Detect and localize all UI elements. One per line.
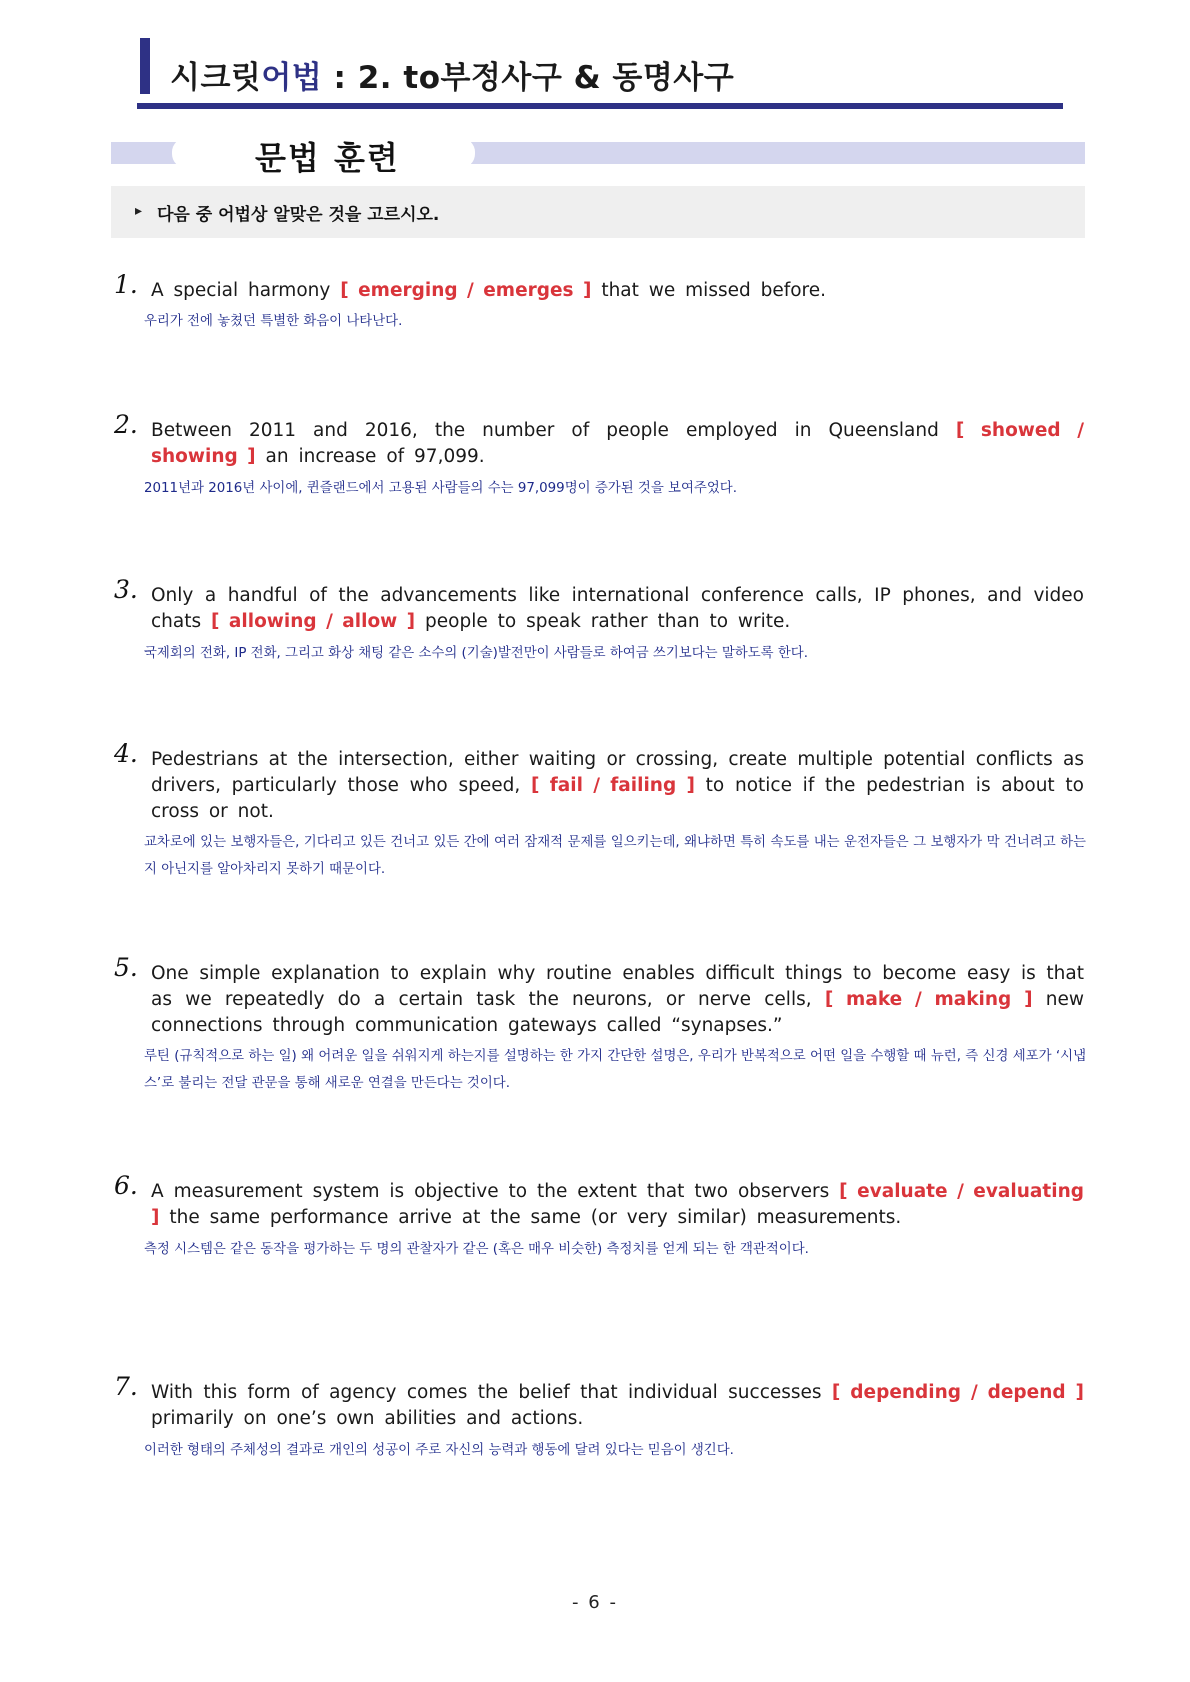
- answer-choice[interactable]: [ allowing / allow ]: [211, 611, 416, 632]
- page-title-suffix: : 2. to부정사구 & 동명사구: [322, 60, 735, 96]
- question-text-after: an increase of 97,099.: [255, 446, 485, 467]
- question-number: 6.: [114, 1171, 138, 1200]
- question-number: 2.: [114, 410, 138, 439]
- korean-translation: 교차로에 있는 보행자들은, 기다리고 있든 건너고 있든 간에 여러 잠재적 문제를 일으키는데, 왜냐하면 특히 속도를 내는 운전자들은 그 보행자가 막 건너려고 하는지 아닌지를 알아차리지 못하기 때문이다.: [144, 835, 1086, 877]
- question-text-after: primarily on one’s own abilities and actions.: [151, 1408, 584, 1429]
- question-text: [151, 1380, 1084, 1432]
- question-text-before: Pedestrians at the intersection, either waiting or crossing, create multiple potential conflicts as drivers, particularly those who speed,: [151, 749, 1084, 796]
- answer-choice[interactable]: [ emerging / emerges ]: [340, 280, 592, 301]
- question-text: [151, 583, 1084, 635]
- answer-choice[interactable]: [ evaluate / evaluating ]: [151, 1181, 1084, 1228]
- header-rule: [137, 103, 1063, 109]
- question-text: [151, 747, 1084, 825]
- question-text: [151, 278, 1084, 304]
- question-text-before: A measurement system is objective to the extent that two observers: [151, 1181, 840, 1202]
- question-number: 5.: [114, 953, 138, 982]
- question-text-after: to notice if the pedestrian is about to cross or not.: [151, 775, 1084, 822]
- header-accent-bar: [140, 38, 150, 94]
- korean-translation: 이러한 형태의 주체성의 결과로 개인의 성공이 주로 자신의 능력과 행동에 달려 있다는 믿음이 생긴다.: [144, 1443, 734, 1458]
- korean-translation: 우리가 전에 놓쳤던 특별한 화음이 나타난다.: [144, 314, 403, 329]
- question-text-after: new connections through communication gateways called “synapses.”: [151, 989, 1085, 1036]
- korean-translation: 루틴 (규칙적으로 하는 일) 왜 어려운 일을 쉬워지게 하는지를 설명하는 한 가지 간단한 설명은, 우리가 반복적으로 어떤 일을 수행할 때 뉴런, 즉 신경 세포가 ‘시냅스’로 불리는 전달 관문을 통해 새로운 연결을 만든다는 것이다.: [144, 1049, 1086, 1091]
- question-text-before: One simple explanation to explain why routine enables difficult things to become easy is that as we repeatedly do a certain task the neurons, or nerve cells,: [151, 963, 1084, 1010]
- page-title: [170, 52, 734, 97]
- question-text-before: A special harmony: [151, 280, 341, 301]
- instruction-box: [111, 186, 1085, 238]
- korean-translation: 측정 시스템은 같은 동작을 평가하는 두 명의 관찰자가 같은 (혹은 매우 비슷한) 측정치를 얻게 되는 한 객관적이다.: [144, 1242, 809, 1257]
- section-band-left: [111, 142, 177, 164]
- korean-translation: 2011년과 2016년 사이에, 퀸즐랜드에서 고용된 사람들의 수는 97,099명이 증가된 것을 보여주었다.: [144, 481, 737, 496]
- question-text: [151, 418, 1084, 470]
- page-number: - 6 -: [572, 1592, 618, 1613]
- korean-translation: 국제회의 전화, IP 전화, 그리고 화상 채팅 같은 소수의 (기술)발전만이 사람들로 하여금 쓰기보다는 말하도록 한다.: [144, 646, 808, 661]
- section-title: 문법 훈련: [255, 139, 400, 177]
- question-text-after: people to speak rather than to write.: [415, 611, 791, 632]
- question-text-after: the same performance arrive at the same (or very similar) measurements.: [159, 1207, 902, 1228]
- section-band-right: [471, 142, 1085, 164]
- question-text-after: that we missed before.: [591, 280, 827, 301]
- question-text-before: Only a handful of the advancements like international conference calls, IP phones, and video chats: [151, 585, 1084, 632]
- answer-choice[interactable]: [ showed / showing ]: [151, 420, 1084, 467]
- answer-choice[interactable]: [ make / making ]: [824, 989, 1033, 1010]
- answer-choice[interactable]: [ depending / depend ]: [831, 1382, 1084, 1403]
- instruction-text: 다음 중 어법상 알맞은 것을 고르시오.: [157, 205, 440, 225]
- question-number: 3.: [114, 575, 138, 604]
- page-title-accent: 어법: [261, 60, 323, 96]
- question-number: 7.: [114, 1372, 138, 1401]
- page-title-prefix: 시크릿: [170, 60, 262, 96]
- question-number: 1.: [114, 270, 138, 299]
- question-text-before: With this form of agency comes the belief that individual successes: [151, 1382, 832, 1403]
- answer-choice[interactable]: [ fail / failing ]: [530, 775, 695, 796]
- question-text-before: Between 2011 and 2016, the number of people employed in Queensland: [151, 420, 956, 441]
- question-number: 4.: [114, 739, 138, 768]
- question-text: [151, 961, 1084, 1039]
- question-text: [151, 1179, 1084, 1231]
- instruction-marker-icon: ▸: [135, 203, 143, 219]
